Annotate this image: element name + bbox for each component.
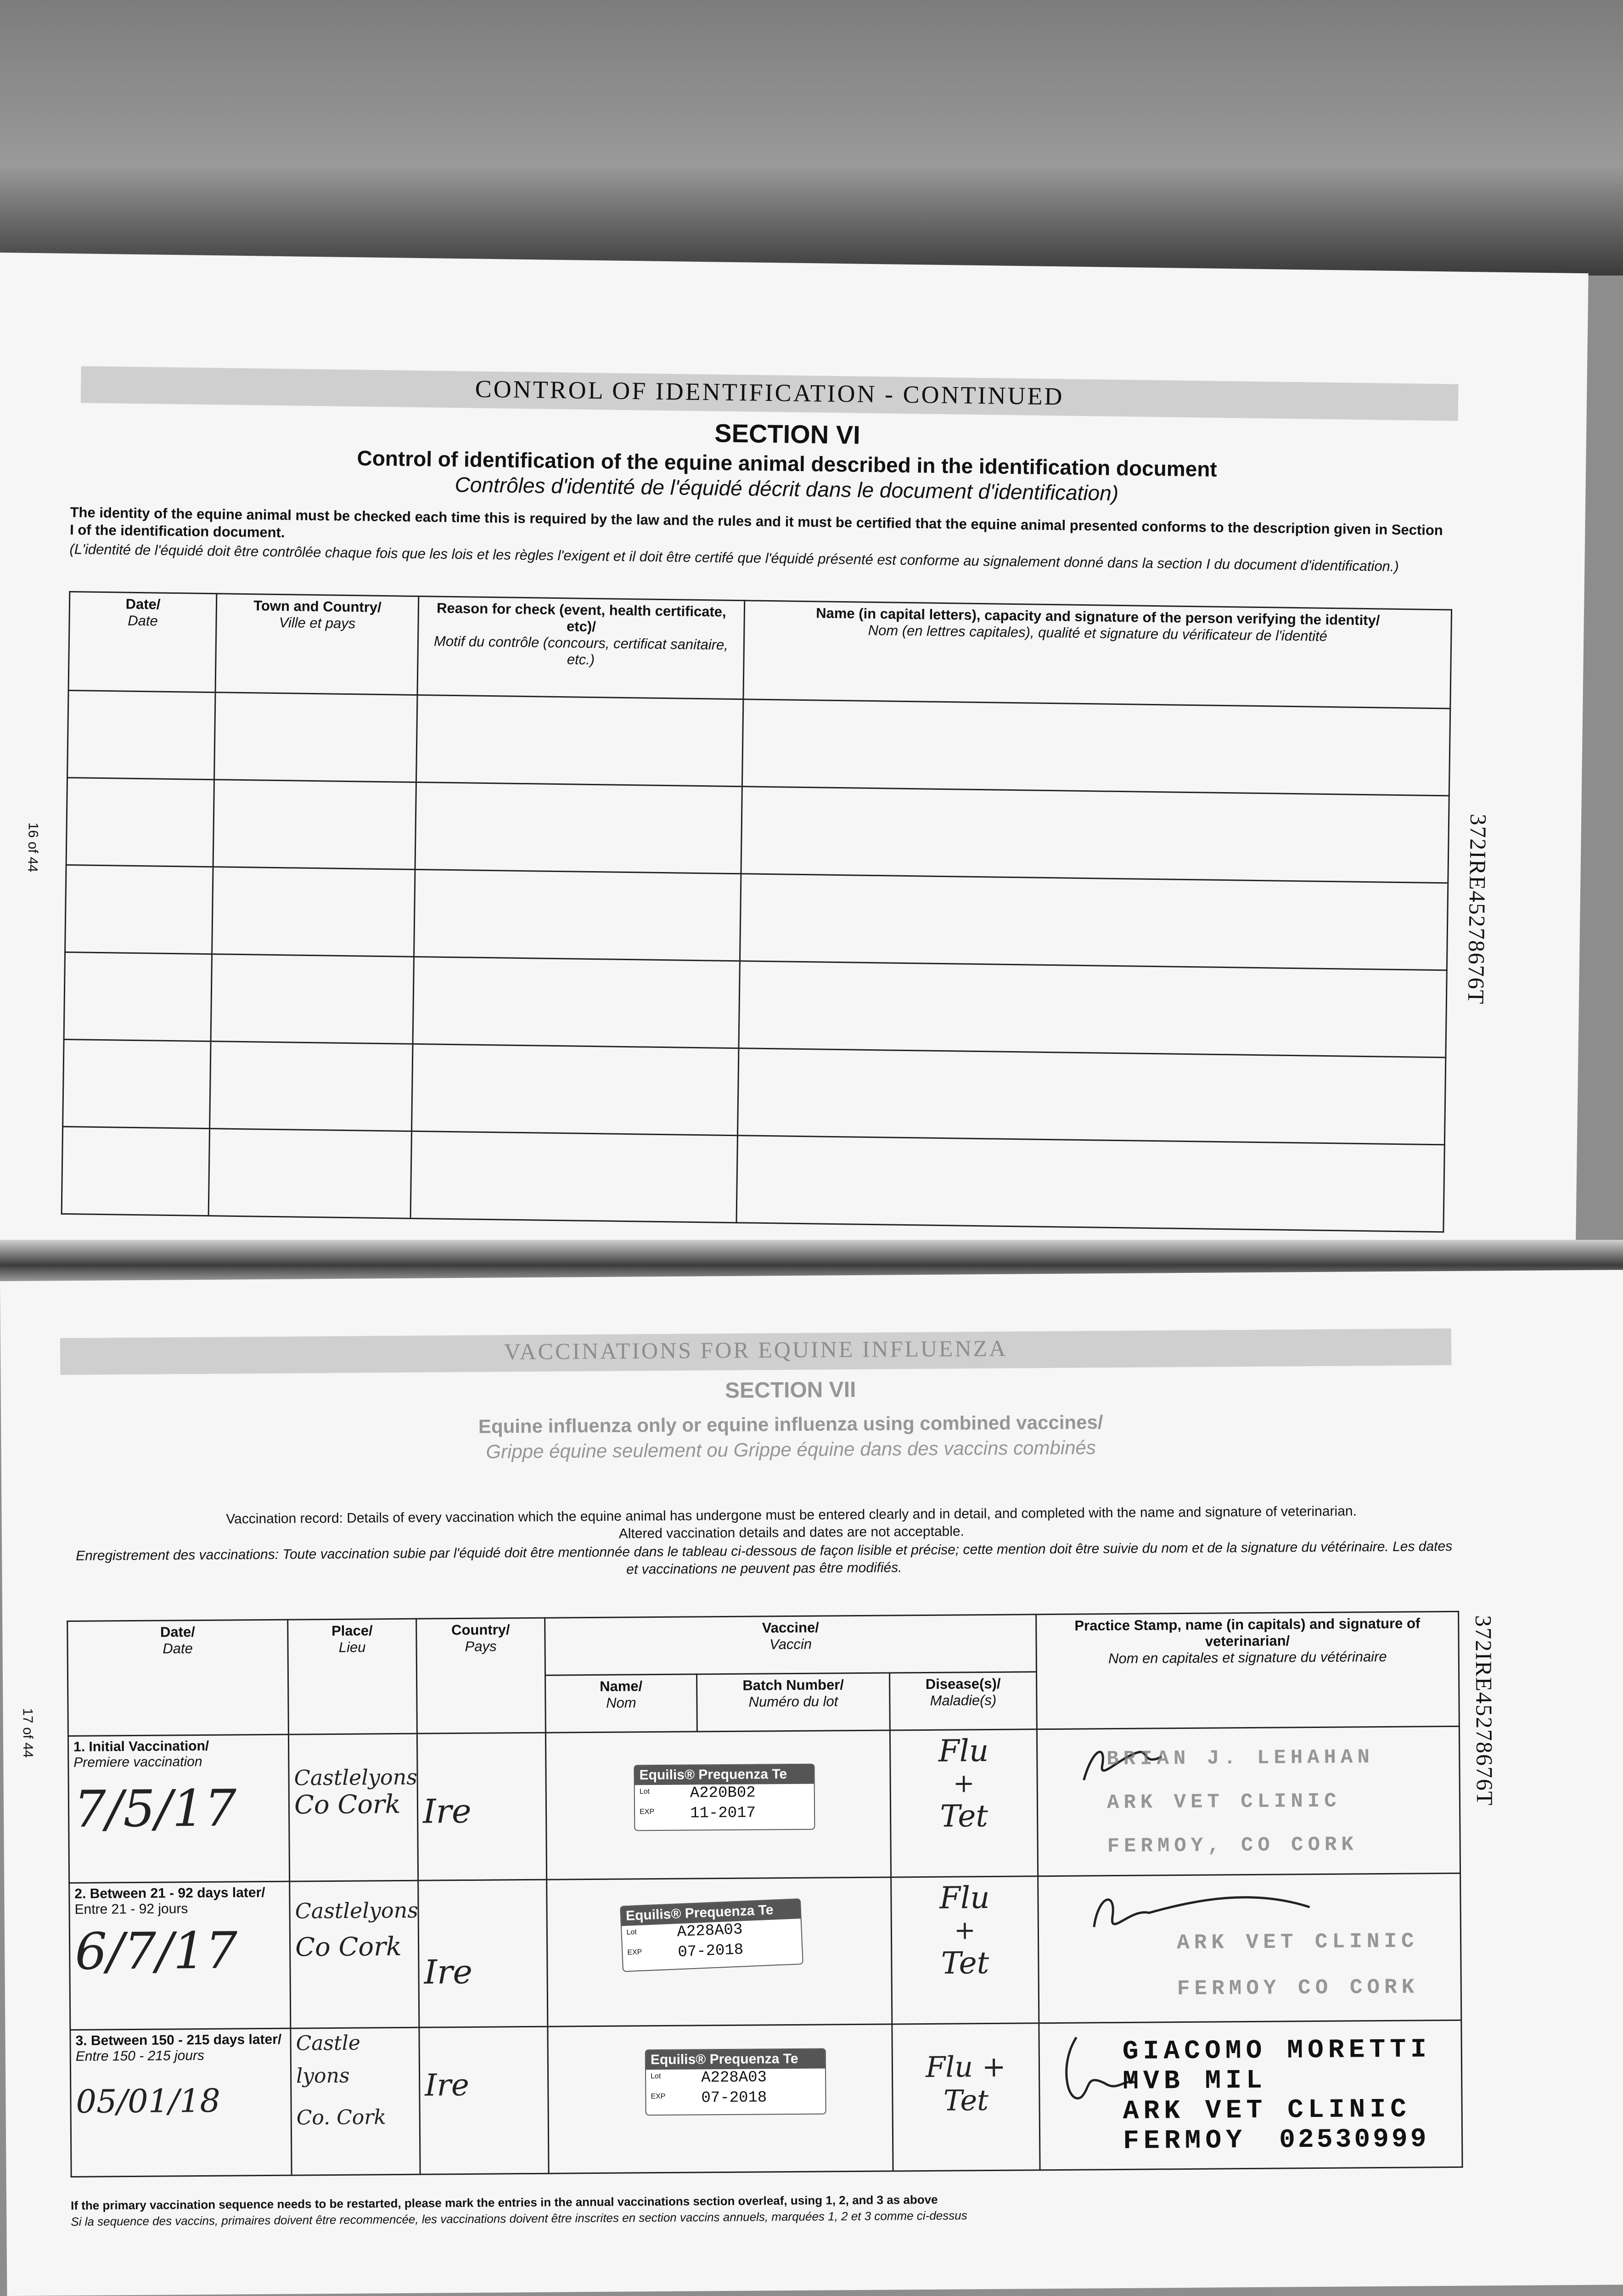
vaccination-record-fr: Enregistrement des vaccinations: Toute vaccination subie par l'équidé doit être mentionnée dans le tableau ci-dessous de façon lisible et précise; cette mention doit être suivie du nom et de la signature du vétérinaire. Les dates et vaccinations ne peuvent pas être modifiés. — [76, 1538, 1453, 1577]
col-town-country: Town and Country/ Ville et pays — [215, 594, 419, 695]
col-vaccine: Vaccine/ Vaccin — [545, 1615, 1037, 1675]
vaccination-date-cell: 2. Between 21 - 92 days later/ Entre 21 - 92 jours 6/7/17 — [69, 1881, 291, 2030]
practice-stamp-line: ARK VET CLINIC — [1176, 1929, 1419, 1955]
col-reason: Reason for check (event, health certificate, etc)/ Motif du contrôle (concours, certificat sanitaire, etc.) — [417, 596, 745, 699]
col-place: Place/ Lieu — [288, 1619, 417, 1734]
page-number-16: 16 of 44 — [25, 822, 41, 872]
identification-check-table — [61, 591, 1453, 1232]
section-vi-subtitle-en: Control of identification of the equine animal described in the identification document — [357, 446, 1218, 481]
vaccine-sticker: Equilis® Prequenza Te Lot A220B02 EXP 11-2017 — [634, 1764, 815, 1831]
practice-stamp-cell — [1037, 1726, 1460, 1876]
col-date: Date/ Date — [68, 592, 217, 692]
vaccination-table — [67, 1611, 1463, 2178]
vaccination-row-1 — [68, 1726, 1460, 1883]
disease-cell: Flu + Tet — [892, 2023, 1040, 2171]
document-id-upper: 372IRE45278676T — [1463, 813, 1492, 1005]
section-vii-title: SECTION VII — [724, 1377, 856, 1403]
table-header-row — [68, 592, 1452, 709]
country-cell: Ire — [417, 1733, 546, 1880]
document-id-lower: 372IRE45278676T — [1471, 1615, 1498, 1806]
vaccination-date-cell: 1. Initial Vaccination/ Premiere vaccination 7/5/17 — [68, 1734, 289, 1883]
col-batch-number: Batch Number/ Numéro du lot — [697, 1673, 890, 1732]
col-vaccine-name: Name/ Nom — [545, 1674, 697, 1733]
vaccine-label-cell — [548, 2024, 893, 2173]
vaccine-sticker: Equilis® Prequenza Te Lot A228A03 EXP 07-2018 — [620, 1898, 803, 1972]
footnote-en: If the primary vaccination sequence needs to be restarted, please mark the entries in the annual vaccinations section overleaf, using 1, 2, and 3 as above — [70, 2192, 938, 2212]
practice-stamp-line: FERMOY CO CORK — [1177, 1975, 1419, 2001]
vaccination-header-row-1 — [67, 1611, 1459, 1678]
practice-stamp-town: FERMOY — [1123, 2126, 1247, 2156]
vaccine-sticker: Equilis® Prequenza Te Lot A228A03 EXP 07-2018 — [645, 2048, 826, 2116]
practice-stamp-cell — [1039, 2020, 1462, 2170]
section-vi-subtitle-fr: Contrôles d'identité de l'équidé décrit dans le document d'identification) — [455, 473, 1119, 505]
vaccination-record-en-2: Altered vaccination details and dates are not acceptable. — [618, 1524, 965, 1542]
place-cell: Castlelyons Co Cork — [288, 1733, 418, 1881]
section-vi-instructions-fr: (L'identité de l'équidé doit être contrôlée chaque fois que les lois et les règles l'exigent et il doit être certifé que l'équidé présenté est conforme au signalement donné dans la section I du document d'identification.) — [69, 541, 1399, 574]
place-cell: Castlelyons Co Cork — [290, 1880, 419, 2028]
section-vii-subtitle-fr: Grippe équine seulement ou Grippe équine dans des vaccins combinés — [486, 1436, 1096, 1463]
country-cell: Ire — [418, 1880, 548, 2027]
page-section-vii — [0, 1270, 1623, 2296]
col-verifier: Name (in capital letters), capacity and signature of the person verifying the identity/ Nom (en lettres capitales), qualité et signature du vérificateur de l'identité — [743, 601, 1452, 709]
practice-stamp-clinic: ARK VET CLINIC — [1123, 2094, 1411, 2127]
col-practice-stamp: Practice Stamp, name (in capitals) and signature of veterinarian/ Nom en capitales et signature du vétérinaire — [1036, 1611, 1460, 1729]
practice-stamp-line: BRIAN J. LEHAHAN — [1106, 1746, 1374, 1771]
practice-stamp-line: FERMOY, CO CORK — [1107, 1833, 1358, 1858]
vaccine-label-cell — [547, 1877, 892, 2026]
col-date: Date/ Date — [67, 1620, 289, 1736]
table-row — [62, 1126, 1444, 1232]
practice-stamp-cell — [1038, 1873, 1461, 2023]
footnote-fr: Si la sequence des vaccins, primaires doivent être recommencée, les vaccinations doivent être inscrites en section vaccins annuels, marquées 1, 2 et 3 comme ci-dessus — [71, 2208, 967, 2228]
section-vi-instructions-en: The identity of the equine animal must be checked each time this is required by the law and the rules and it must be certified that the equine animal presented conforms to the description given in Section I of the identification document. — [69, 504, 1443, 541]
col-country: Country/ Pays — [416, 1618, 546, 1733]
handwritten-date: 6/7/17 — [74, 1921, 238, 1981]
handwritten-date: 05/01/18 — [76, 2082, 221, 2121]
vaccination-date-cell: 3. Between 150 - 215 days later/ Entre 150 - 215 jours 05/01/18 — [70, 2028, 292, 2177]
section-vi-title: SECTION VI — [714, 418, 861, 450]
disease-cell: Flu + Tet — [890, 1729, 1038, 1877]
section-vii-band-title: VACCINATIONS FOR EQUINE INFLUENZA — [504, 1335, 1008, 1365]
page-number-17: 17 of 44 — [20, 1708, 36, 1758]
vaccination-row-2 — [69, 1873, 1461, 2030]
practice-stamp-number: 02530999 — [1279, 2124, 1429, 2155]
vaccination-row-3 — [70, 2020, 1462, 2177]
vaccine-label-cell — [545, 1730, 891, 1880]
section-vi-band-title: CONTROL OF IDENTIFICATION - CONTINUED — [475, 375, 1064, 411]
country-cell: Ire — [419, 2026, 549, 2174]
place-cell: Castle lyons Co. Cork — [291, 2027, 420, 2175]
page-section-vi — [0, 253, 1589, 1270]
section-vii-subtitle-en: Equine influenza only or equine influenza using combined vaccines/ — [478, 1411, 1103, 1437]
vaccination-record-en-1: Vaccination record: Details of every vaccination which the equine animal has undergone must be entered clearly and in detail, and completed with the name and signature of veterinarian. — [226, 1503, 1357, 1527]
practice-stamp-qualification: MVB MIL — [1123, 2065, 1267, 2097]
disease-cell: Flu + Tet — [891, 1876, 1039, 2024]
practice-stamp-line: ARK VET CLINIC — [1106, 1790, 1341, 1815]
practice-stamp-vet-name: GIACOMO MORETTI — [1122, 2035, 1432, 2067]
col-diseases: Disease(s)/ Maladie(s) — [890, 1672, 1037, 1730]
handwritten-date: 7/5/17 — [73, 1778, 237, 1839]
desk-background — [0, 0, 1623, 276]
